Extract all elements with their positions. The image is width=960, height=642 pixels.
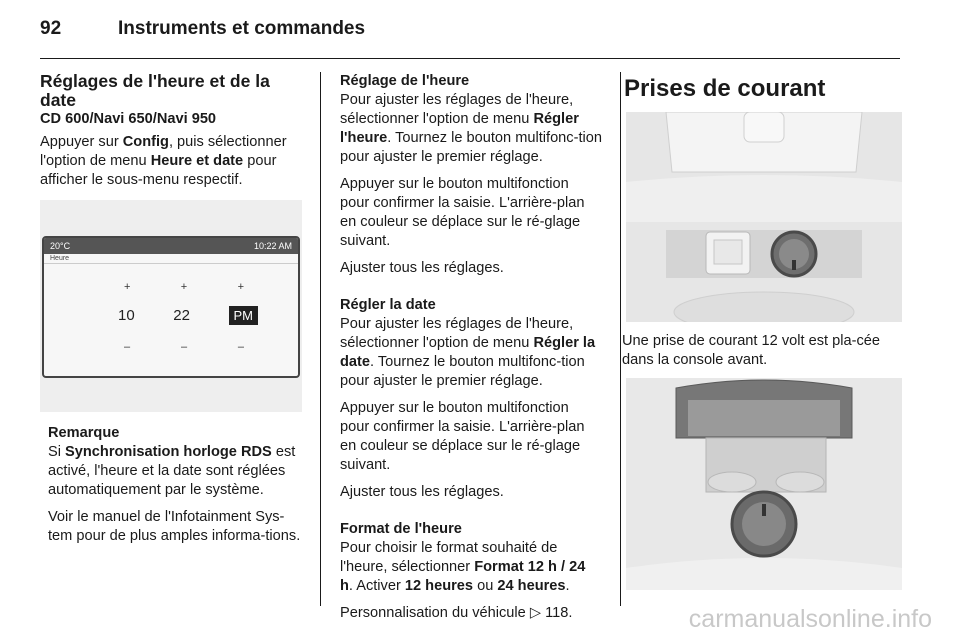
menu-term-config: Config — [122, 134, 169, 150]
heading-time-format: Format de l'heure — [340, 521, 462, 537]
column-right — [622, 72, 904, 590]
minute-minus-icon: – — [180, 341, 188, 353]
heading-time-setting: Réglage de l'heure — [340, 73, 470, 89]
minute-value: 22 — [173, 307, 190, 324]
temperature-readout: 20°C — [50, 241, 71, 251]
models-heading: CD 600/Navi 650/Navi 950 — [40, 111, 217, 127]
watermark-text: carmanualsonline.info — [688, 605, 932, 633]
term-rds-sync: Synchronisation horloge RDS — [65, 444, 272, 460]
date-paragraph-3: Ajuster tous les réglages. — [340, 484, 504, 500]
time-paragraph-3: Ajuster tous les réglages. — [340, 260, 504, 276]
column-divider-1 — [320, 72, 321, 606]
infotainment-display — [42, 236, 300, 378]
option-24h: 24 heures — [497, 578, 566, 594]
increment-row — [124, 278, 244, 297]
console-illustration-1 — [626, 112, 902, 322]
date-paragraph-2: Appuyer sur le bouton multifonction pour confirmer la saisie. L'arrière-plan en couleur se déplace sur le ré-glage suivant. — [340, 400, 585, 473]
console-photo-outlet — [626, 112, 902, 322]
note-paragraph-2: Voir le manuel de l'Infotainment Sys-tem pour de plus amples informa-tions. — [48, 509, 301, 544]
clock-readout: 10:22 AM — [253, 241, 292, 251]
menu-term-format: Format 12 h / 24 h — [340, 559, 586, 594]
format-paragraph: Pour choisir le format souhaité de l'heure, sélectionner Format 12 h / 24 h. Activer 12 heures ou 24 heures. — [340, 540, 586, 594]
date-paragraph-1: Pour ajuster les réglages de l'heure, sélectionner l'option de menu Régler la date. Tournez le bouton multifonc-tion pour ajuster le premier réglage. — [340, 316, 596, 389]
menu-term-regler-date: Régler la date — [340, 335, 596, 370]
hour-value: 10 — [118, 307, 135, 324]
note-paragraph-1: Si Synchronisation horloge RDS est activé, l'heure et la date sont réglées automatiquement par le système. — [48, 444, 296, 498]
section-title-time-date: Réglages de l'heure et de la date — [40, 71, 270, 110]
page-title: Instruments et commandes — [118, 18, 366, 39]
decrement-row — [124, 338, 244, 357]
minute-plus-icon: + — [180, 281, 188, 293]
hour-plus-icon: + — [124, 281, 131, 293]
note-title: Remarque — [48, 425, 120, 441]
column-left — [40, 72, 302, 554]
cross-reference: Personnalisation du véhicule ▷ 118. — [340, 605, 573, 621]
menu-term-heure-date: Heure et date — [150, 153, 244, 169]
display-menu-title: Heure — [44, 254, 298, 264]
console-photo-detail — [626, 378, 902, 590]
page-ref-arrow-icon: ▷ — [529, 605, 542, 621]
section-title-power-outlets: Prises de courant — [624, 75, 826, 102]
page-header — [40, 18, 365, 48]
time-paragraph-2: Appuyer sur le bouton multifonction pour confirmer la saisie. L'arrière-plan en couleur se déplace sur le ré-glage suivant. — [340, 176, 585, 249]
hour-minus-icon: – — [124, 341, 131, 353]
time-values-row — [118, 306, 258, 325]
display-status-bar — [44, 238, 298, 254]
intro-paragraph: Appuyer sur Config, puis sélectionner l'option de menu Heure et date pour afficher le sous-menu respectif. — [40, 134, 287, 188]
page-number: 92 — [40, 18, 62, 39]
column-middle — [340, 72, 602, 631]
ampm-value: PM — [229, 306, 259, 325]
heading-date-setting: Régler la date — [340, 297, 436, 313]
column-divider-2 — [620, 72, 621, 606]
console-illustration-2 — [626, 378, 902, 590]
header-divider — [40, 58, 900, 59]
power-outlet-caption: Une prise de courant 12 volt est pla-cée dans la console avant. — [622, 333, 880, 368]
time-paragraph-1: Pour ajuster les réglages de l'heure, sélectionner l'option de menu Régler l'heure. Tournez le bouton multifonc-tion pour ajuster le premier réglage. — [340, 92, 602, 165]
page-ref-link[interactable]: 118. — [545, 605, 573, 621]
ampm-minus-icon: – — [237, 341, 244, 353]
ampm-plus-icon: + — [237, 281, 244, 293]
infotainment-screen-figure — [40, 200, 302, 412]
option-12h: 12 heures — [404, 578, 474, 594]
menu-term-regler-heure: Régler l'heure — [340, 111, 579, 146]
